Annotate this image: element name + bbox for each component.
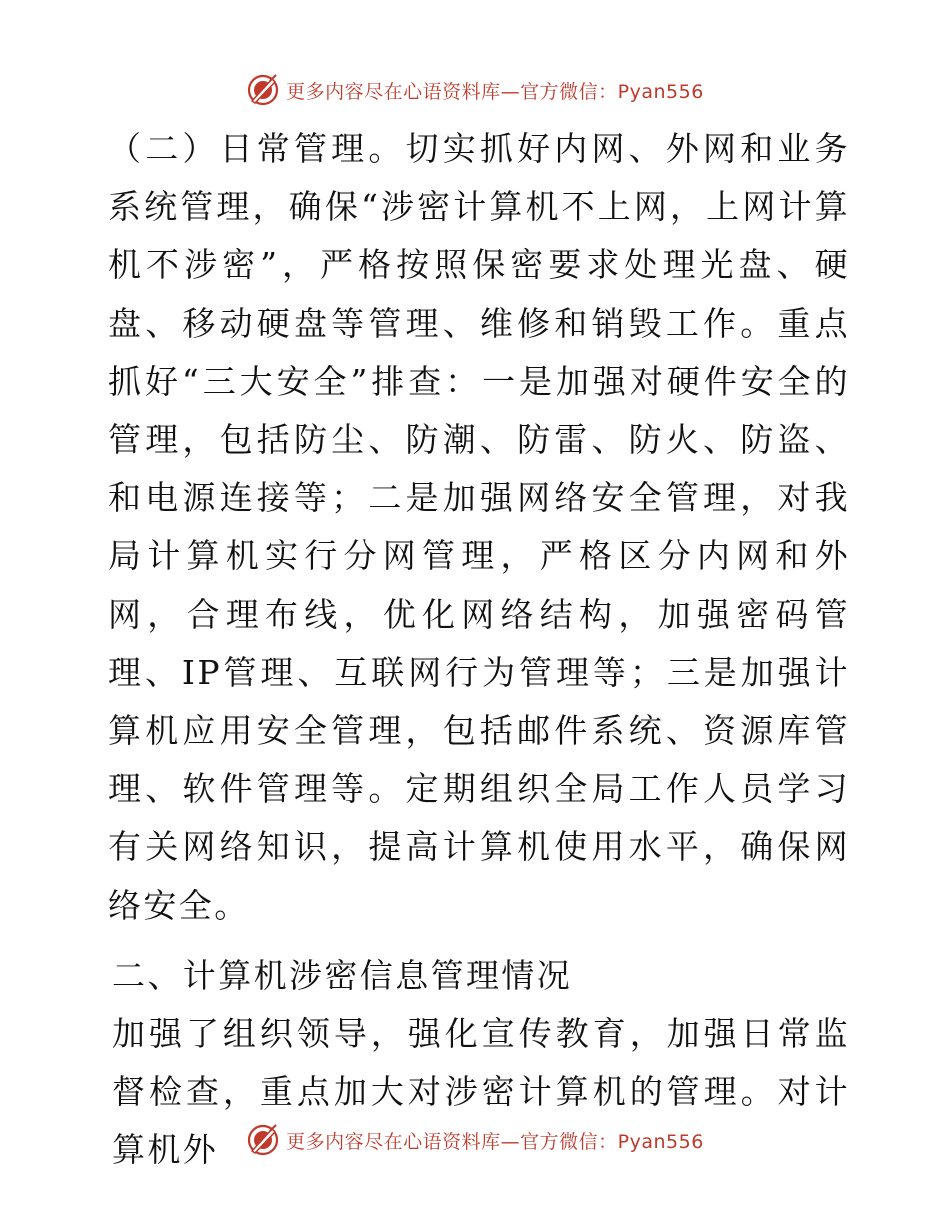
document-body — [98, 120, 850, 1180]
paragraph-daily-management: （二）日常管理。切实抓好内网、外网和业务系统管理，确保“涉密计算机不上网，上网计算机不涉密”，严格按照保密要求处理光盘、硬盘、移动硬盘等管理、维修和销毁工作。重点抓好“三大安全”排查：一是加强对硬件安全的管理，包括防尘、防潮、防雷、防火、防盗、和电源连接等；二是加强网络安全管理，对我局计算机实行分网管理，严格区分内网和外网，合理布线，优化网络结构，加强密码管理、IP管理、互联网行为管理等；三是加强计算机应用安全管理，包括邮件系统、资源库管理、软件管理等。定期组织全局工作人员学习有关网络知识，提高计算机使用水平，确保网络安全。 — [108, 129, 850, 925]
banner-text: 更多内容尽在心语资料库—官方微信：Pyan556 — [286, 80, 704, 103]
paragraph-leadership: 加强了组织领导，强化宣传教育，加强日常监督检查，重点加大对涉密计算机的管理。对计算机外 — [112, 1014, 850, 1170]
footer-banner — [0, 1120, 950, 1160]
banner-text: 更多内容尽在心语资料库—官方微信：Pyan556 — [286, 1130, 704, 1153]
quill-seal-icon — [246, 73, 280, 107]
wechat-id: Pyan556 — [617, 80, 704, 103]
section-heading: 二、计算机涉密信息管理情况 — [112, 955, 573, 995]
wechat-id: Pyan556 — [617, 1130, 704, 1153]
header-banner — [0, 70, 950, 110]
quill-seal-icon — [246, 1123, 280, 1157]
